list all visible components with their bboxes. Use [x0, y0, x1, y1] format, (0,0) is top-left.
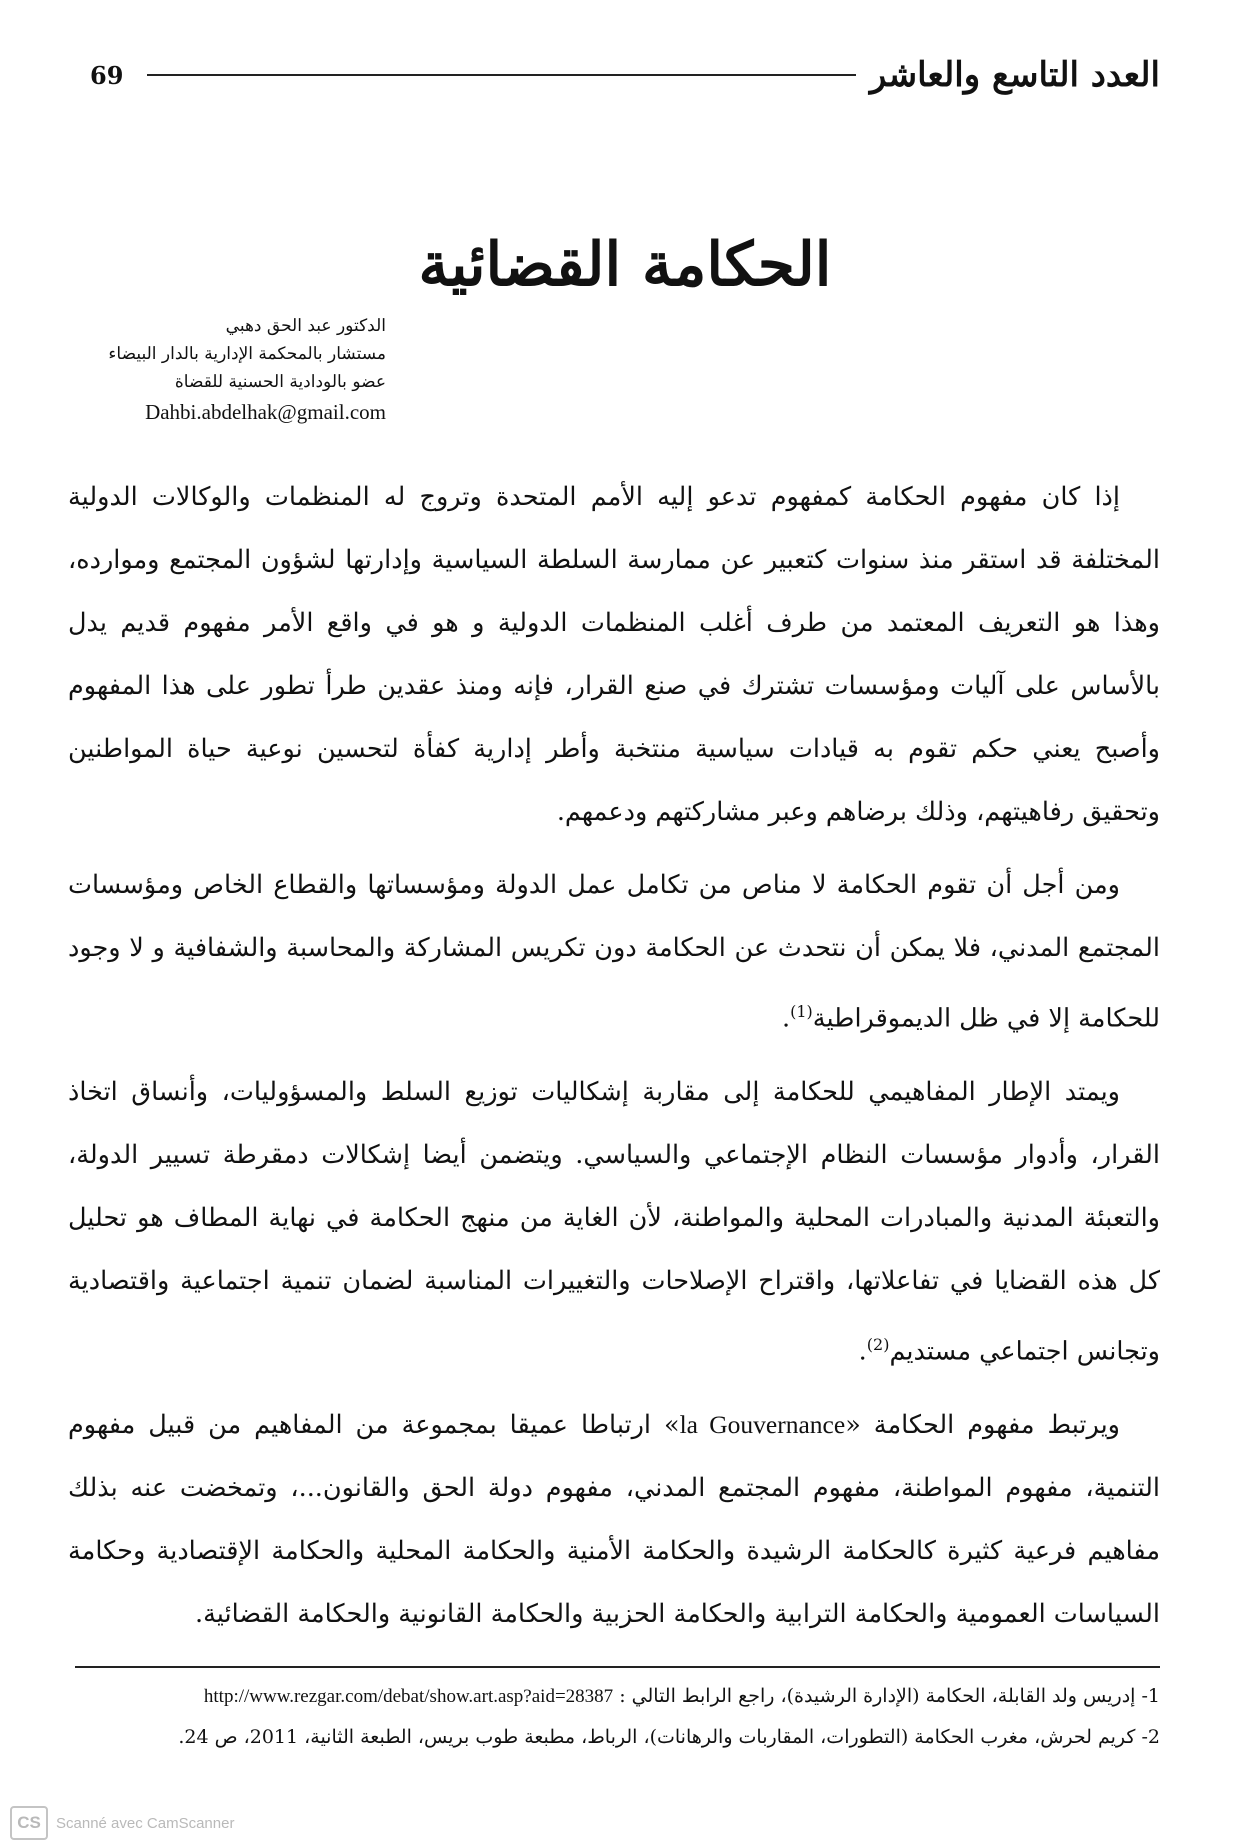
header-rule: [147, 74, 855, 76]
author-name: الدكتور عبد الحق دهبي: [225, 316, 386, 336]
scanner-watermark: [10, 1806, 234, 1840]
paragraph-3: ويمتد الإطار المفاهيمي للحكامة إلى مقاربة إشكاليات توزيع السلط والمسؤوليات، وأنساق اتخاذ القرار، وأدوار مؤسسات النظام الإجتماعي والسياسي. ويتضمن أيضا إشكالات دمقرطة تسيير الدولة، والتعبئة المدنية والمبادرات المحلية والمواطنة، لأن الغاية من منهج الحكامة في نهاية المطاف هو تحليل كل هذه القضايا في تفاعلاتها، واقتراح الإصلاحات والتغييرات المناسبة لضمان تنمية اجتماعية واقتصادية وتجانس اجتماعي مستديم$^{(2)}$.: [68, 1076, 1160, 1366]
footnote-1-url[interactable]: http://www.rezgar.com/debat/show.art.asp?aid=28387: [203, 1686, 614, 1707]
footnote-ref-1: (1): [790, 1002, 813, 1021]
author-membership: عضو بالودادية الحسنية للقضاة: [174, 372, 386, 392]
page-number: 69: [90, 60, 124, 90]
footnote-2: 2- كريم لحرش، مغرب الحكامة (التطورات، المقاربات والرهانات)، الرباط، مطبعة طوب بريس، الطبعة الثانية، 2011، ص 24.: [178, 1726, 1160, 1748]
latin-term: la Gouvernance: [679, 1410, 846, 1439]
footnote-ref-2: (2): [866, 1334, 890, 1354]
author-block: [86, 312, 386, 426]
footnote-1: 1- إدريس ولد القابلة، الحكامة (الإدارة الرشيدة)، راجع الرابط التالي : http://www.rezgar.com/debat/show.art.asp?aid=28387: [203, 1685, 1160, 1707]
running-header: [90, 50, 1160, 100]
journal-title: العدد التاسع والعاشر: [869, 55, 1160, 95]
paragraph-4: ويرتبط مفهوم الحكامة «la Gouvernance» ارتباطا عميقا بمجموعة من المفاهيم من قبيل مفهوم التنمية، مفهوم المواطنة، مفهوم المجتمع المدني، مفهوم دولة الحق والقانون...، وتمخضت عنه بذلك مفاهيم فرعية كثيرة كالحكامة الرشيدة والحكامة الأمنية والحكامة المحلية والحكامة الإقتصادية وحكامة السياسات العمومية والحكامة الترابية والحكامة الحزبية والحكامة القانونية والحكامة القضائية.: [68, 1410, 1160, 1629]
author-email: Dahbi.abdelhak@gmail.com: [145, 400, 386, 424]
footnote-rule: [75, 1666, 1160, 1668]
camscanner-logo-icon: CS: [10, 1806, 48, 1840]
article-title: الحكامة القضائية: [418, 230, 832, 300]
article-body: [68, 466, 1160, 1656]
paragraph-2: ومن أجل أن تقوم الحكامة لا مناص من تكامل عمل الدولة ومؤسساتها والقطاع الخاص ومؤسسات المجتمع المدني، فلا يمكن أن نتحدث عن الحكامة دون تكريس المشاركة والمحاسبة والشفافية و لا وجود للحكامة إلا في ظل الديموقراطية$^{(1)}$.: [68, 870, 1160, 1034]
paragraph-1: إذا كان مفهوم الحكامة كمفهوم تدعو إليه الأمم المتحدة وتروج له المنظمات والوكالات الدولية المختلفة قد استقر منذ سنوات كتعبير عن ممارسة السلطة السياسية وإدارتها لشؤون المجتمع وموارده، وهذا هو التعريف المعتمد من طرف أغلب المنظمات الدولية و هو في واقع الأمر مفهوم قديم يدل بالأساس على آليات ومؤسسات تشترك في صنع القرار، فإنه ومنذ عقدين طرأ تطور على هذا المفهوم وأصبح يعني حكم تقوم به قيادات سياسية منتخبة وأطر إدارية كفأة لتحسين نوعية حياة المواطنين وتحقيق رفاهيتهم، وذلك برضاهم وعبر مشاركتهم ودعمهم.: [68, 482, 1160, 827]
author-position: مستشار بالمحكمة الإدارية بالدار البيضاء: [108, 344, 386, 364]
scanner-text: Scanné avec CamScanner: [56, 1814, 235, 1832]
footnotes: [60, 1676, 1160, 1757]
